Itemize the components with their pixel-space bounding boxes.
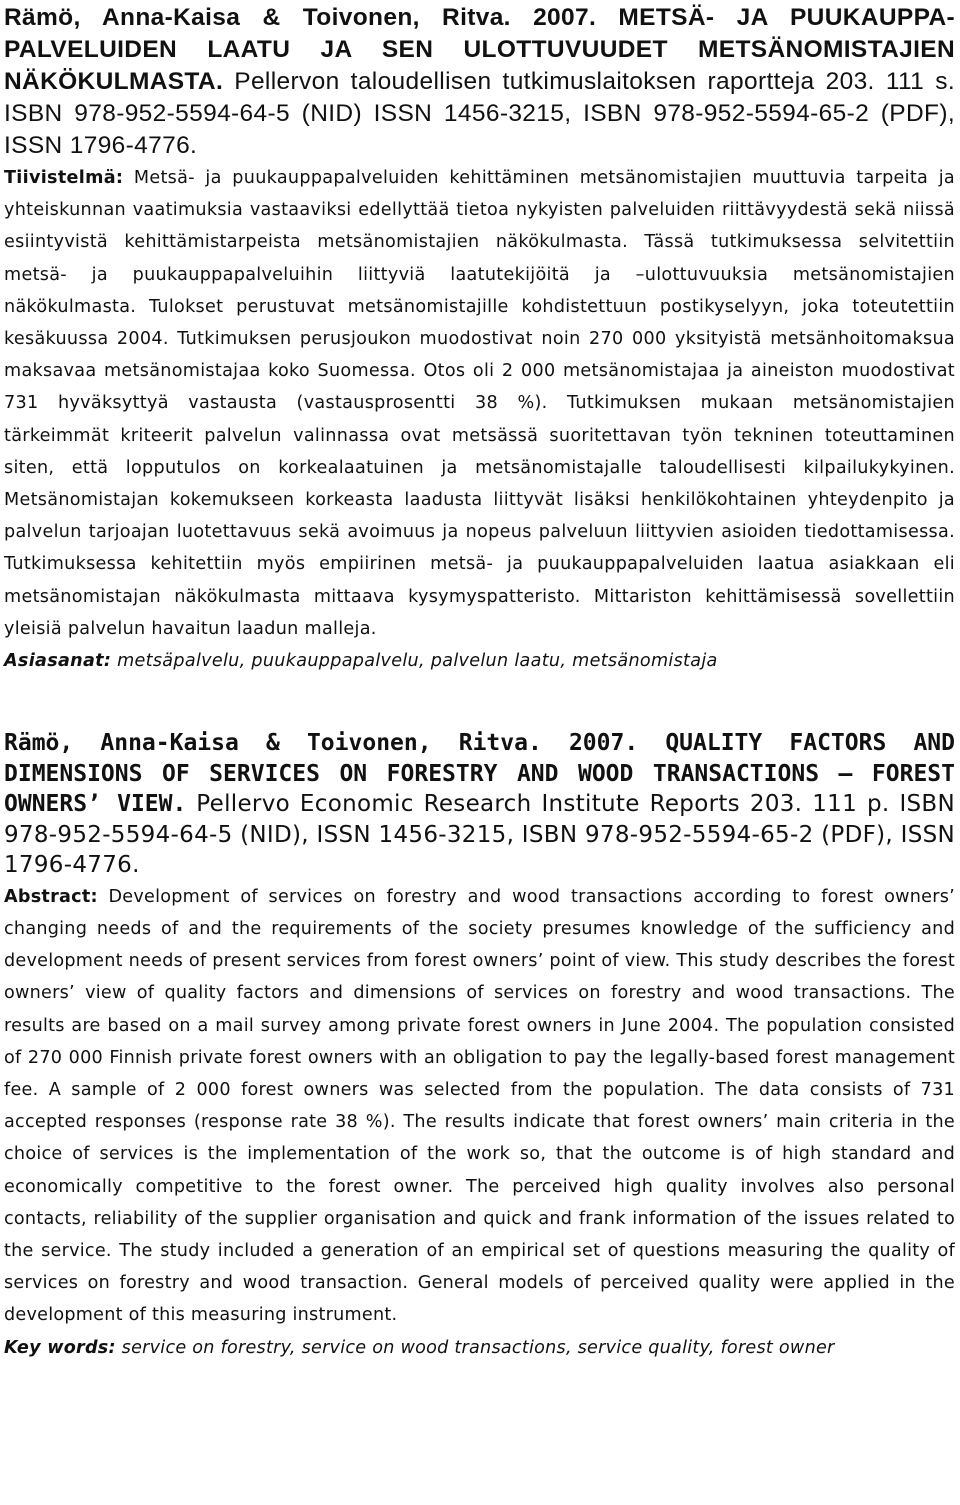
finnish-abstract-label: Tiivistelmä: xyxy=(4,168,124,188)
english-abstract-text: Development of services on forestry and wood transactions according to forest owners’ changing needs of and the requirements of the society presumes knowledge of the sufficiency and development needs of present services from forest owners’ point of view. This study describes the forest owners’ view of quality factors and dimensions of services on forestry and wood transactions. The results are based on a mail survey among private forest owners in June 2004. The population consisted of 270 000 Finnish private forest owners with an obligation to pay the legally-based forest management fee. A sample of 2 000 forest owners was selected from the population. The data consists of 731 accepted responses (response rate 38 %). The results indicate that forest owners’ main criteria in the choice of services is the implementation of the work so, that the outcome is of high standard and economically competitive to the forest owner. The perceived high quality involves also personal contacts, reliability of the supplier organisation and quick and frank information of the issues related to the service. The study included a generation of an empirical set of questions measuring the quality of services on forestry and wood transaction. General models of perceived quality were applied in the development of this measuring instrument. xyxy=(4,886,955,1326)
english-abstract-label: Abstract: xyxy=(4,886,98,907)
finnish-summary xyxy=(4,2,955,677)
finnish-keywords xyxy=(4,645,955,677)
english-citation-title: Rämö, Anna-Kaisa & Toivonen, Ritva. 2007. QUALITY FACTORS AND DIMENSIONS OF SERVICES ON FORESTRY AND WOOD TRANSACTIONS – FOREST OWNERS’ VIEW. xyxy=(4,730,955,818)
english-summary xyxy=(4,728,955,1364)
finnish-citation xyxy=(4,2,955,162)
english-citation xyxy=(4,728,955,881)
english-abstract xyxy=(4,881,955,1332)
english-keywords xyxy=(4,1332,955,1364)
finnish-keywords-text: metsäpalvelu, puukauppapalvelu, palvelun laatu, metsänomistaja xyxy=(111,651,718,672)
english-citation-details: Pellervo Economic Research Institute Reports 203. 111 p. ISBN 978-952-5594-64-5 (NID), ISSN 1456-3215, ISBN 978-952-5594-65-2 (PDF), ISSN 1796-4776. xyxy=(4,791,956,879)
finnish-citation-details: Pellervon taloudellisen tutkimuslaitoksen raportteja 203. 111 s. ISBN 978-952-5594-64-5 (NID) ISSN 1456-3215, ISBN 978-952-5594-65-2 (PDF), ISSN 1796-4776. xyxy=(4,68,955,159)
finnish-abstract xyxy=(4,162,955,645)
english-keywords-label: Key words: xyxy=(4,1337,116,1358)
english-keywords-text: service on forestry, service on wood transactions, service quality, forest owner xyxy=(115,1337,835,1358)
finnish-citation-title: Rämö, Anna-Kaisa & Toivonen, Ritva. 2007. METSÄ- JA PUUKAUPPA-PALVELUIDEN LAATU JA SEN ULOTTUVUUDET METSÄNOMISTAJIEN NÄKÖKULMASTA. xyxy=(4,4,955,95)
document-page xyxy=(0,2,960,1505)
finnish-keywords-label: Asiasanat: xyxy=(4,651,112,672)
finnish-abstract-text: Metsä- ja puukauppapalveluiden kehittäminen metsänomistajien muuttuvia tarpeita ja yhteiskunnan vaatimuksia vastaaviksi edellyttää tietoa nykyisten palveluiden riittävyydestä sekä niissä esiintyvistä kehittämistarpeista metsänomistajien näkökulmasta. Tässä tutkimuksessa selvitettiin metsä- ja puukauppapalveluihin liittyviä laatutekijöitä ja –ulottuvuuksia metsänomistajien näkökulmasta. Tulokset perustuvat metsänomistajille kohdistettuun postikyselyyn, joka toteutettiin kesäkuussa 2004. Tutkimuksen perusjoukon muodostivat noin 270 000 yksityistä metsänhoitomaksua maksavaa metsänomistajaa koko Suomessa. Otos oli 2 000 metsänomistajaa ja aineiston muodostivat 731 hyväksyttyä vastausta (vastausprosentti 38 %). Tutkimuksen mukaan metsänomistajien tärkeimmät kriteerit palvelun valinnassa ovat metsässä suoritettavan työn tekninen toteuttaminen siten, että lopputulos on korkealaatuinen ja metsänomistajalle taloudellisesti kilpailukykyinen. Metsänomistajan kokemukseen korkeasta laadusta liittyvät lisäksi henkilökohtainen yhteydenpito ja palvelun tarjoajan luotettavuus sekä avoimuus ja nopeus palveluun liittyvien asioiden tiedottamisessa. Tutkimuksessa kehitettiin myös empiirinen metsä- ja puukauppapalveluiden laatua asiakkaan eli metsänomistajan näkökulmasta mittaava kysymyspatteristo. Mittariston kehittämisessä sovellettiin yleisiä palvelun havaitun laadun malleja. xyxy=(4,168,955,639)
